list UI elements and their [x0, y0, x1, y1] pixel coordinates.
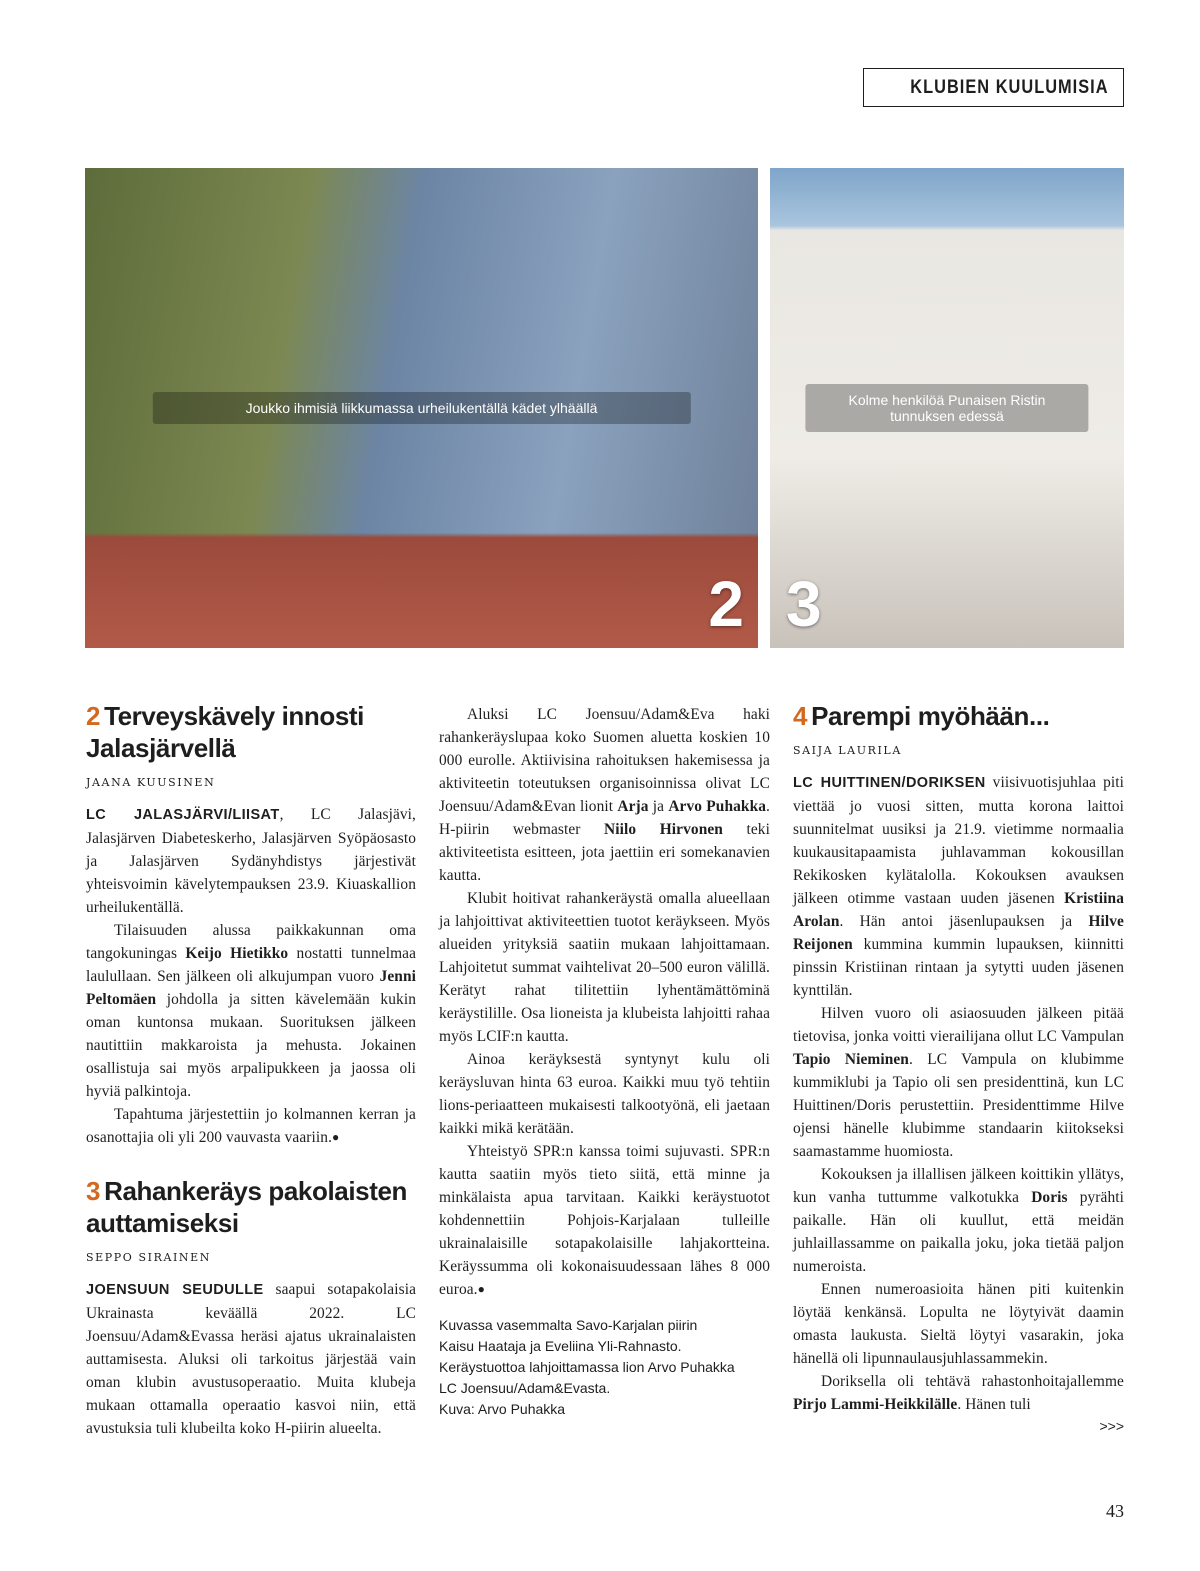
caption-line: Kaisu Haataja ja Eveliina Yli-Rahnasto.: [439, 1338, 682, 1354]
caption-line: LC Joensuu/Adam&Evasta.: [439, 1380, 611, 1396]
photo-walking-description: Joukko ihmisiä liikkumassa urheilukentällä kädet ylhäällä: [152, 392, 690, 424]
photo-caption: [439, 1315, 770, 1420]
article2-paragraph-3: Tapahtuma järjestettiin jo kolmannen kerran ja osanottajia oli yli 200 vauvasta vaariin.●: [86, 1106, 416, 1146]
caption-line: Kuvassa vasemmalta Savo-Karjalan piirin: [439, 1317, 698, 1333]
article4-paragraph-2: Hilven vuoro oli asiaosuuden jälkeen pitää tietovisa, jonka voitti vierailijana ollut LC Vampulan Tapio Nieminen. LC Vampula on klubimme kummiklubi ja Tapio oli sen presidenttinä, kun LC Huittinen/Doris perustettiin. Presidenttimme Hilve ojensi hänelle klubimme standaarin kiitokseksi saamastamme huomiosta.: [793, 1005, 1124, 1160]
column-2: [439, 703, 770, 1420]
article3-title: 3 Rahankeräys pakolaisten auttamiseksi: [86, 1176, 408, 1238]
photo-number-3: 3: [786, 568, 822, 640]
article3-paragraph-2: Aluksi LC Joensuu/Adam&Eva haki rahankeräyslupaa koko Suomen aluetta koskien 10 000 eurolle. Aktiivisina rahoituksen hakemisessa ja aktiviteetin toteutuksen organisoinnissa olivat LC Joensuu/Adam&Evan lionit Arja ja Arvo Puhakka. H-piirin webmaster Niilo Hirvonen teki aktiviteetista esitteen, jota jaettiin eri somekanavien kautta.: [439, 706, 770, 884]
photo-walking-event: [85, 168, 758, 648]
caption-credit: Kuva: Arvo Puhakka: [439, 1401, 566, 1417]
section-label: KLUBIEN KUULUMISIA: [863, 68, 1124, 107]
continued-marker: >>>: [1099, 1418, 1124, 1434]
photo-number-2: 2: [708, 568, 744, 640]
end-mark-icon: ●: [477, 1282, 485, 1296]
photo-donation-description: Kolme henkilöä Punaisen Ristin tunnuksen edessä: [805, 384, 1088, 432]
article2-paragraph-1: LC JALASJÄRVI/LIISAT, LC Jalasjävi, Jalasjärven Diabeteskerho, Jalasjärven Syöpäosasto ja Jalasjärven Sydänyhdistys järjestivät yhteisvoimin kävelytempauksen 23.9. Kiuaskallion urheilukentällä.: [86, 806, 416, 916]
caption-line: Keräystuottoa lahjoittamassa lion Arvo Puhakka: [439, 1359, 735, 1375]
article4-title: 4 Parempi myöhään...: [793, 701, 1050, 731]
photo-donation: [770, 168, 1124, 648]
article2-byline: JAANA KUUSINEN: [86, 776, 216, 789]
article2-title: 2 Terveyskävely innosti Jalasjärvellä: [86, 701, 364, 763]
page-number: 43: [1106, 1501, 1124, 1521]
article3-paragraph-1: JOENSUUN SEUDULLE saapui sotapakolaisia Ukrainasta keväällä 2022. LC Joensuu/Adam&Evassa heräsi ajatus ukrainalaisten auttamisesta. Aluksi oli tarkoitus järjestää vain oman klubin avustusoperaatio. Muita klubeja mukaan ottamalla operaatio kasvoi niin, että avustuksia tuli klubeilta koko H-piirin alueelta.: [86, 1281, 416, 1437]
article3-paragraph-3: Klubit hoitivat rahankeräystä omalla alueellaan ja lahjoittivat aktiviteettien tuotot keräykseen. Myös alueiden yrityksiä saatiin mukaan lahjoittamaan. Lahjoitetut summat vaihtelivat 20–500 euron välillä. Kerätyt rahat tilitettiin lyhentämättöminä keräystilille. Osa lioneista ja klubeista lahjoitti rahaa myös LCIF:n kautta.: [439, 890, 770, 1045]
article4-paragraph-3: Kokouksen ja illallisen jälkeen koittikin yllätys, kun vanha tuttumme valkotukka Doris pyrähti paikalle. Hän oli kuullut, että meidän juhlaillassamme on paikalla joku, joka tietää paljon numeroista.: [793, 1166, 1124, 1275]
article4-paragraph-1: LC HUITTINEN/DORIKSEN viisivuotisjuhlaa piti viettää jo vuosi sitten, mutta korona laittoi suunnitelmat uusiksi ja 21.9. vietimme normaalia kuukausitapaamista juhlavamman kokousillan Rekikosken kylätalolla. Kokouksen avauksen jälkeen otimme vastaan uuden jäsenen Kristiina Arolan. Hän antoi jäsenlupauksen ja Hilve Reijonen kummina kummin lupauksen, kiinnitti pinssin Kristiinan rintaan ja sytytti uuden jäsenen kynttilän.: [793, 774, 1125, 999]
end-mark-icon: ●: [332, 1130, 340, 1144]
article4-byline: SAIJA LAURILA: [793, 744, 902, 757]
article2-paragraph-2: Tilaisuuden alussa paikkakunnan oma tangokuningas Keijo Hietikko nostatti tunnelmaa laulullaan. Sen jälkeen oli alkujumpan vuoro Jenni Peltomäen johdolla ja sitten kävelemään kukin oman kuntonsa mukaan. Suorituksen jälkeen nautittiin makkaroista ja mehusta. Jokainen osallistuja sai myös arpalipukkeen ja jaossa oli hyviä palkintoja.: [86, 922, 417, 1100]
article3-paragraph-5: Yhteistyö SPR:n kanssa toimi sujuvasti. SPR:n kautta saatiin myös tieto siitä, että minne ja minkälaista apua tarvitaan. Kaikki keräystuotot kohdennettiin Pohjois-Karjalaan tulleille ukrainalaisille sotapakolaisille lahjakortteina. Keräyssumma oli kokonaisuudessaan lähes 8 000 euroa.●: [439, 1143, 770, 1298]
column-1: [86, 700, 416, 1440]
article4-paragraph-5: Doriksella oli tehtävä rahastonhoitajallemme Pirjo Lammi-Heikkilälle. Hänen tuli: [793, 1373, 1124, 1413]
article3-paragraph-4: Ainoa keräyksestä syntynyt kulu oli keräysluvan hinta 63 euroa. Kaikki muu työ tehtiin lions-periaatteen mukaisesti talkootyönä, eli jaetaan kaikki mikä kerätään.: [439, 1051, 770, 1137]
article3-byline: SEPPO SIRAINEN: [86, 1251, 212, 1264]
article4-paragraph-4: Ennen numeroasioita hänen piti kuitenkin löytää kenkänsä. Lopulta ne löytyivät daamin omasta laukusta. Sieltä löytyi vasarakin, joka hänellä oli lipunnaulausjuhlassammekin.: [793, 1281, 1124, 1367]
column-3: [793, 700, 1124, 1434]
